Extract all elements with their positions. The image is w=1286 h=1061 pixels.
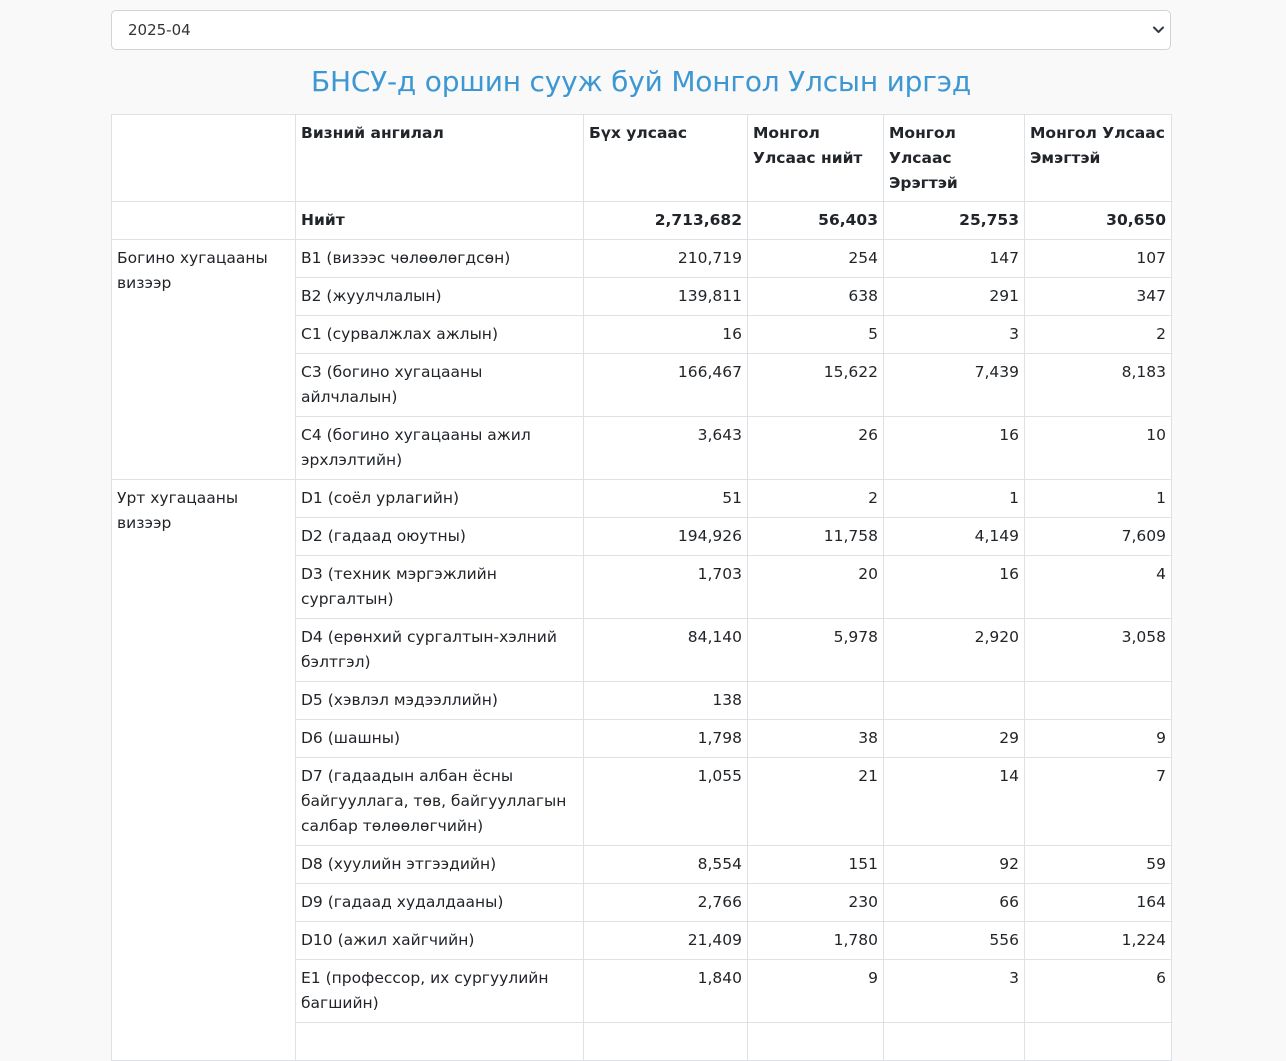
- cell-category: C4 (богино хугацааны ажил эрхлэлтийн): [296, 417, 584, 480]
- cell-mn-female: 1: [1025, 480, 1172, 518]
- cell-mn-total: 151: [748, 846, 884, 884]
- cell-all: 51: [584, 480, 748, 518]
- cell-all: 139,811: [584, 278, 748, 316]
- cell-category: D4 (ерөнхий сургалтын-хэлний бэлтгэл): [296, 619, 584, 682]
- total-mn-total: 56,403: [748, 202, 884, 240]
- cell-category: B2 (жуулчлалын): [296, 278, 584, 316]
- cell-mn-female: 7,609: [1025, 518, 1172, 556]
- cell-mn-male: [884, 1023, 1025, 1061]
- header-all: Бүх улсаас: [584, 115, 748, 202]
- cell-mn-female: 10: [1025, 417, 1172, 480]
- cell-mn-total: 9: [748, 960, 884, 1023]
- cell-all: 1,055: [584, 758, 748, 846]
- total-row: [112, 202, 1172, 240]
- header-group: [112, 115, 296, 202]
- cell-mn-male: [884, 682, 1025, 720]
- cell-mn-female: 107: [1025, 240, 1172, 278]
- cell-mn-total: 254: [748, 240, 884, 278]
- cell-mn-male: 147: [884, 240, 1025, 278]
- cell-mn-female: 3,058: [1025, 619, 1172, 682]
- cell-mn-total: 21: [748, 758, 884, 846]
- cell-category: D9 (гадаад худалдааны): [296, 884, 584, 922]
- cell-mn-female: 1,224: [1025, 922, 1172, 960]
- group-label: Богино хугацааны визээр: [112, 240, 296, 480]
- cell-mn-male: 556: [884, 922, 1025, 960]
- cell-mn-total: 5,978: [748, 619, 884, 682]
- cell-all: 166,467: [584, 354, 748, 417]
- cell-all: 1,798: [584, 720, 748, 758]
- month-select-value: 2025-04: [128, 21, 191, 39]
- cell-mn-female: 8,183: [1025, 354, 1172, 417]
- cell-mn-female: 6: [1025, 960, 1172, 1023]
- cell-category: D8 (хуулийн этгээдийн): [296, 846, 584, 884]
- cell-mn-male: 16: [884, 556, 1025, 619]
- cell-mn-male: 16: [884, 417, 1025, 480]
- cell-mn-male: 4,149: [884, 518, 1025, 556]
- table-row: [112, 240, 1172, 278]
- cell-category: D1 (соёл урлагийн): [296, 480, 584, 518]
- cell-category: D10 (ажил хайгчийн): [296, 922, 584, 960]
- header-mn-female: Монгол Улсаас Эмэгтэй: [1025, 115, 1172, 202]
- cell-mn-total: [748, 1023, 884, 1061]
- table-row: [112, 480, 1172, 518]
- cell-mn-female: 164: [1025, 884, 1172, 922]
- cell-all: 84,140: [584, 619, 748, 682]
- total-label: Нийт: [296, 202, 584, 240]
- cell-category: B1 (визээс чөлөөлөгдсөн): [296, 240, 584, 278]
- cell-all: 8,554: [584, 846, 748, 884]
- cell-mn-female: [1025, 1023, 1172, 1061]
- cell-mn-male: 66: [884, 884, 1025, 922]
- cell-category: D5 (хэвлэл мэдээллийн): [296, 682, 584, 720]
- cell-category: D7 (гадаадын албан ёсны байгууллага, төв, байгууллагын салбар төлөөлөгчийн): [296, 758, 584, 846]
- header-mn-total: Монгол Улсаас нийт: [748, 115, 884, 202]
- cell-mn-female: 59: [1025, 846, 1172, 884]
- cell-mn-female: 7: [1025, 758, 1172, 846]
- page-title: БНСУ-д оршин сууж буй Монгол Улсын иргэд: [310, 65, 972, 98]
- cell-mn-female: 347: [1025, 278, 1172, 316]
- cell-mn-male: 92: [884, 846, 1025, 884]
- cell-mn-female: [1025, 682, 1172, 720]
- cell-mn-total: 26: [748, 417, 884, 480]
- cell-category: E1 (профессор, их сургуулийн багшийн): [296, 960, 584, 1023]
- cell-all: [584, 1023, 748, 1061]
- group-label: Урт хугацааны визээр: [112, 480, 296, 1061]
- cell-all: 21,409: [584, 922, 748, 960]
- cell-mn-male: 1: [884, 480, 1025, 518]
- month-select[interactable]: [111, 10, 1171, 50]
- cell-all: 138: [584, 682, 748, 720]
- cell-mn-male: 291: [884, 278, 1025, 316]
- cell-mn-total: 230: [748, 884, 884, 922]
- cell-mn-total: 5: [748, 316, 884, 354]
- cell-mn-total: 1,780: [748, 922, 884, 960]
- total-mn-female: 30,650: [1025, 202, 1172, 240]
- cell-all: 210,719: [584, 240, 748, 278]
- cell-all: 194,926: [584, 518, 748, 556]
- cell-mn-male: 2,920: [884, 619, 1025, 682]
- cell-category: [296, 1023, 584, 1061]
- cell-mn-male: 3: [884, 316, 1025, 354]
- cell-all: 3,643: [584, 417, 748, 480]
- total-group-cell: [112, 202, 296, 240]
- cell-all: 1,703: [584, 556, 748, 619]
- cell-mn-total: 20: [748, 556, 884, 619]
- table-header-row: [112, 115, 1172, 202]
- cell-mn-total: 15,622: [748, 354, 884, 417]
- cell-mn-total: [748, 682, 884, 720]
- cell-mn-female: 2: [1025, 316, 1172, 354]
- page-content: [111, 10, 1171, 1061]
- cell-mn-total: 638: [748, 278, 884, 316]
- cell-category: C3 (богино хугацааны айлчлалын): [296, 354, 584, 417]
- cell-mn-female: 9: [1025, 720, 1172, 758]
- cell-category: D3 (техник мэргэжлийн сургалтын): [296, 556, 584, 619]
- cell-category: C1 (сурвалжлах ажлын): [296, 316, 584, 354]
- cell-mn-total: 11,758: [748, 518, 884, 556]
- cell-category: D2 (гадаад оюутны): [296, 518, 584, 556]
- cell-mn-total: 2: [748, 480, 884, 518]
- header-mn-male: Монгол Улсаас Эрэгтэй: [884, 115, 1025, 202]
- header-category: Визний ангилал: [296, 115, 584, 202]
- cell-mn-male: 14: [884, 758, 1025, 846]
- cell-mn-male: 29: [884, 720, 1025, 758]
- chevron-down-icon: [1152, 11, 1164, 49]
- total-all: 2,713,682: [584, 202, 748, 240]
- cell-category: D6 (шашны): [296, 720, 584, 758]
- cell-mn-total: 38: [748, 720, 884, 758]
- cell-all: 1,840: [584, 960, 748, 1023]
- total-mn-male: 25,753: [884, 202, 1025, 240]
- visa-table: [111, 114, 1172, 1061]
- cell-all: 16: [584, 316, 748, 354]
- cell-mn-female: 4: [1025, 556, 1172, 619]
- cell-mn-male: 7,439: [884, 354, 1025, 417]
- cell-mn-male: 3: [884, 960, 1025, 1023]
- cell-all: 2,766: [584, 884, 748, 922]
